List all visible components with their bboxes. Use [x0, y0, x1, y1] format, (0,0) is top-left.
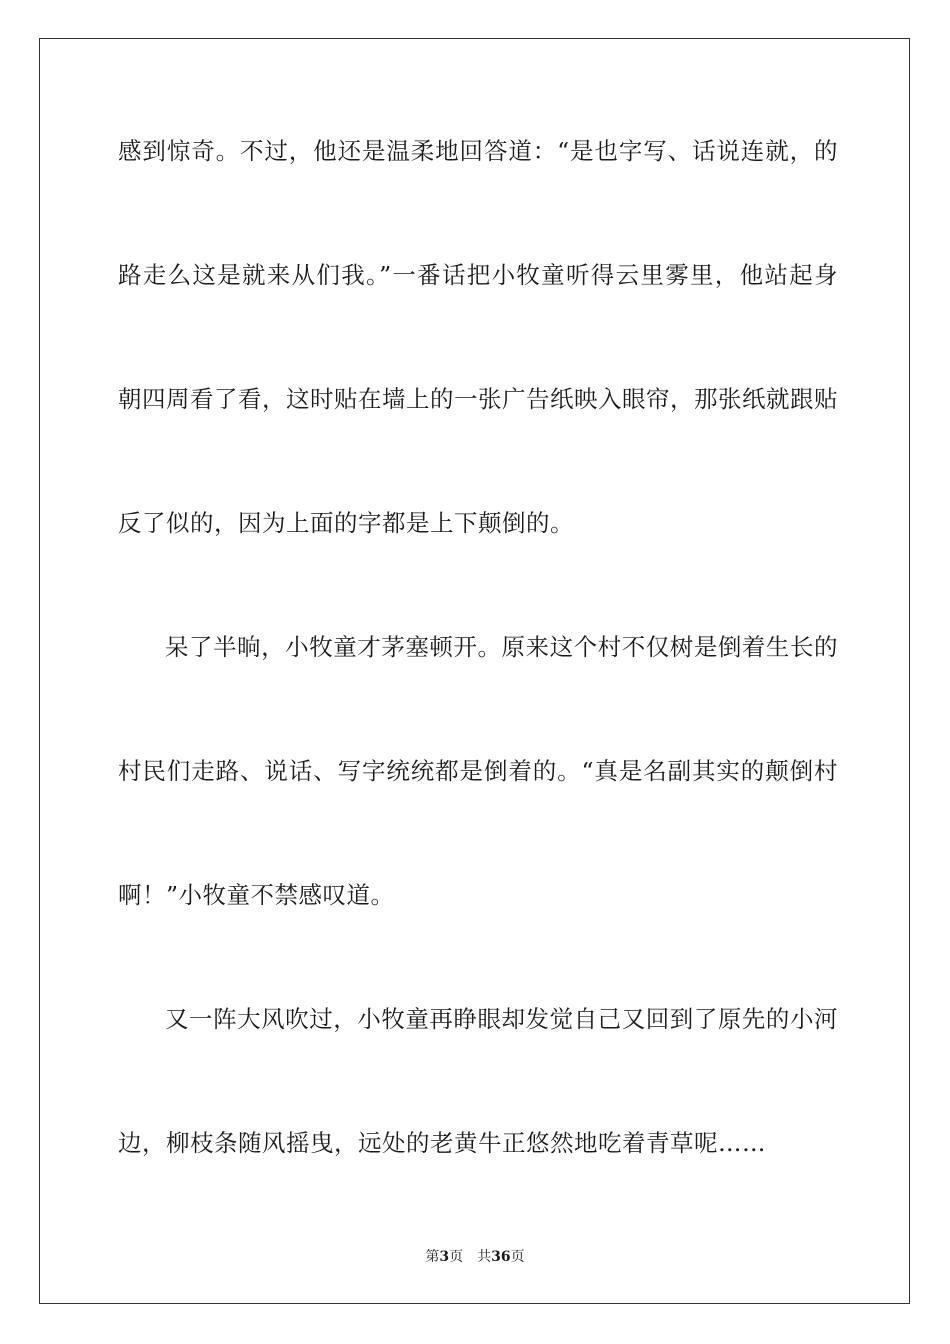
text-line-3: 朝四周看了看，这时贴在墙上的一张广告纸映入眼帘，那张纸就跟贴 — [118, 385, 838, 413]
total-prefix: 共 — [477, 1249, 492, 1265]
page-suffix: 页 — [449, 1249, 464, 1265]
text-line-4: 反了似的，因为上面的字都是上下颠倒的。 — [118, 509, 574, 537]
text-line-8: 又一阵大风吹过，小牧童再睁眼却发觉自己又回到了原先的小河 — [165, 1005, 838, 1033]
text-line-2: 路走么这是就来从们我。”一番话把小牧童听得云里雾里，他站起身 — [118, 261, 838, 289]
text-line-9: 边，柳枝条随风摇曳，远处的老黄牛正悠然地吃着青草呢…… — [118, 1129, 766, 1157]
page-prefix: 第 — [425, 1249, 440, 1265]
page-border — [39, 38, 910, 1304]
page-footer — [0, 1247, 950, 1267]
text-line-5: 呆了半晌，小牧童才茅塞顿开。原来这个村不仅树是倒着生长的 — [165, 633, 838, 661]
page-number: 3 — [439, 1249, 450, 1265]
text-line-6: 村民们走路、说话、写字统统都是倒着的。“真是名副其实的颠倒村 — [118, 757, 838, 785]
text-line-1: 感到惊奇。不过，他还是温柔地回答道：“是也字写、话说连就，的 — [118, 137, 838, 165]
total-pages: 36 — [491, 1249, 511, 1265]
text-line-7: 啊！”小牧童不禁感叹道。 — [118, 881, 395, 909]
total-suffix: 页 — [510, 1249, 525, 1265]
